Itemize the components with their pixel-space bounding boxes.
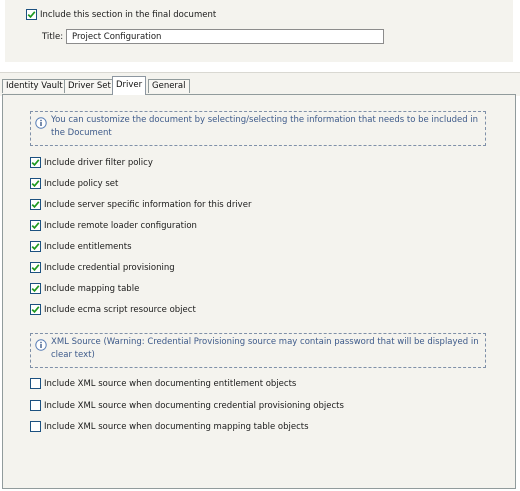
checkmark-icon bbox=[31, 179, 40, 188]
option-row[interactable] bbox=[30, 157, 153, 168]
option-label: Include remote loader configuration bbox=[44, 220, 197, 231]
include-section-row[interactable] bbox=[26, 9, 216, 20]
checkmark-icon bbox=[31, 200, 40, 209]
ecma-script-resource-checkbox[interactable] bbox=[30, 304, 41, 315]
xml-entitlement-objects-checkbox[interactable] bbox=[30, 378, 41, 389]
mapping-table-checkbox[interactable] bbox=[30, 283, 41, 294]
xml-option-label: Include XML source when documenting entitlement objects bbox=[44, 378, 297, 389]
tab-identity-vault[interactable]: Identity Vault bbox=[2, 79, 67, 93]
xml-option-row[interactable] bbox=[30, 400, 344, 411]
option-row[interactable] bbox=[30, 283, 139, 294]
option-label: Include policy set bbox=[44, 178, 119, 189]
option-label: Include server specific information for this driver bbox=[44, 199, 252, 210]
option-row[interactable] bbox=[30, 241, 132, 252]
tab-driver[interactable]: Driver bbox=[112, 76, 146, 95]
include-section-checkbox[interactable] bbox=[26, 9, 37, 20]
checkmark-icon bbox=[27, 10, 36, 19]
option-label: Include ecma script resource object bbox=[44, 304, 196, 315]
option-row[interactable] bbox=[30, 220, 197, 231]
tab-driver-set[interactable]: Driver Set bbox=[64, 79, 115, 93]
xml-option-row[interactable] bbox=[30, 378, 296, 389]
remote-loader-config-checkbox[interactable] bbox=[30, 220, 41, 231]
xml-option-label: Include XML source when documenting mapping table objects bbox=[44, 421, 309, 432]
entitlements-checkbox[interactable] bbox=[30, 241, 41, 252]
checkmark-icon bbox=[31, 263, 40, 272]
server-specific-info-checkbox[interactable] bbox=[30, 199, 41, 210]
option-label: Include credential provisioning bbox=[44, 262, 175, 273]
policy-set-checkbox[interactable] bbox=[30, 178, 41, 189]
driver-filter-policy-checkbox[interactable] bbox=[30, 157, 41, 168]
xml-source-warning-text: XML Source (Warning: Credential Provisioning source may contain password that will be displayed in clear text) bbox=[51, 337, 479, 360]
option-label: Include driver filter policy bbox=[44, 157, 153, 168]
include-section-label: Include this section in the final document bbox=[40, 9, 217, 20]
xml-source-warning-note bbox=[30, 333, 486, 368]
info-icon bbox=[35, 339, 47, 351]
title-input[interactable]: Project Configuration bbox=[66, 29, 384, 44]
option-row[interactable] bbox=[30, 199, 251, 210]
option-row[interactable] bbox=[30, 178, 118, 189]
xml-option-label: Include XML source when documenting credential provisioning objects bbox=[44, 400, 344, 411]
option-row[interactable] bbox=[30, 262, 175, 273]
xml-mapping-table-checkbox[interactable] bbox=[30, 421, 41, 432]
xml-credential-provisioning-checkbox[interactable] bbox=[30, 400, 41, 411]
checkmark-icon bbox=[31, 242, 40, 251]
option-row[interactable] bbox=[30, 304, 196, 315]
xml-option-row[interactable] bbox=[30, 421, 309, 432]
checkmark-icon bbox=[31, 221, 40, 230]
title-label: Title: bbox=[42, 32, 64, 42]
option-label: Include mapping table bbox=[44, 283, 140, 294]
info-icon bbox=[35, 117, 47, 129]
checkmark-icon bbox=[31, 158, 40, 167]
tab-general[interactable]: General bbox=[148, 79, 190, 93]
option-label: Include entitlements bbox=[44, 241, 132, 252]
customize-info-note bbox=[30, 111, 486, 146]
checkmark-icon bbox=[31, 305, 40, 314]
checkmark-icon bbox=[31, 284, 40, 293]
credential-provisioning-checkbox[interactable] bbox=[30, 262, 41, 273]
customize-info-text: You can customize the document by selecting/selecting the information that needs to be included in the Document bbox=[51, 115, 479, 138]
